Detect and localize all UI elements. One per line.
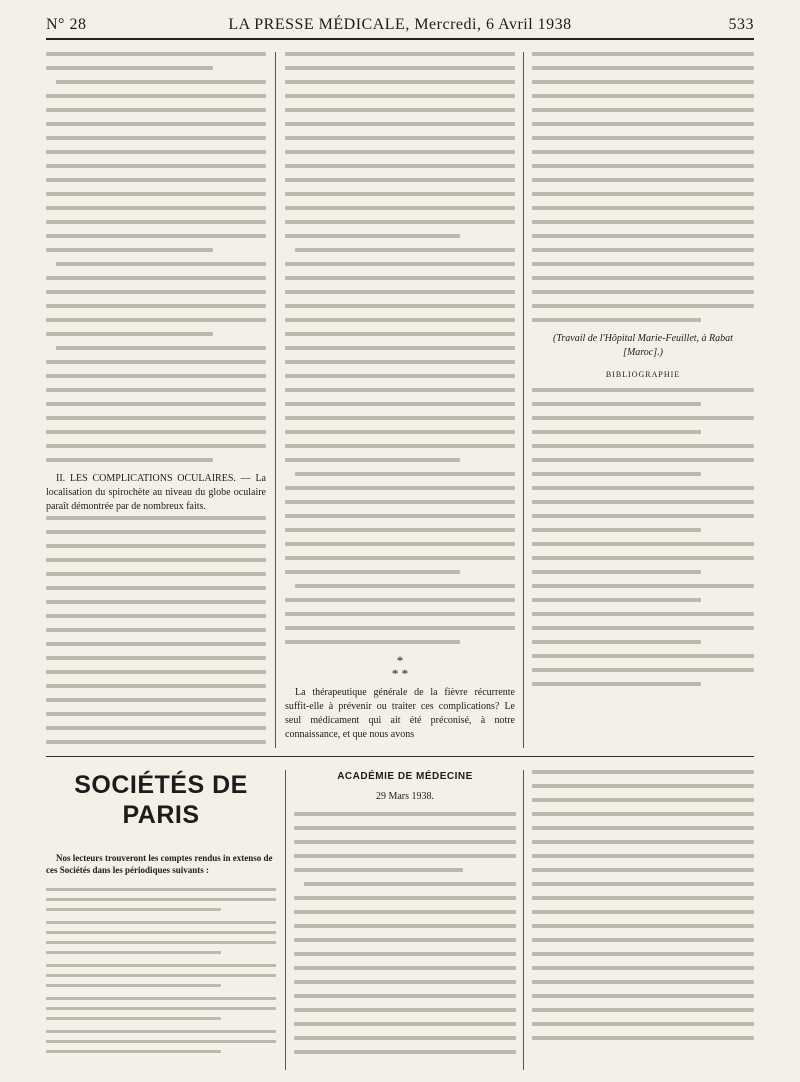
text-line <box>46 931 276 934</box>
text-line <box>532 220 754 224</box>
page-header <box>46 16 754 40</box>
text-line <box>532 136 754 140</box>
column-text <box>46 516 266 748</box>
column-text <box>294 812 516 1054</box>
text-line <box>532 770 754 774</box>
text-line <box>46 656 266 660</box>
text-line <box>46 388 266 392</box>
text-line <box>46 178 266 182</box>
text-line <box>532 626 754 630</box>
text-line <box>532 472 701 476</box>
text-line <box>532 94 754 98</box>
text-line <box>285 374 515 378</box>
text-line <box>294 896 516 900</box>
text-line <box>285 346 515 350</box>
text-line <box>46 416 266 420</box>
bibliography-heading: BIBLIOGRAPHIE <box>605 370 681 379</box>
text-line <box>46 964 276 967</box>
list-item <box>46 997 276 1020</box>
text-line <box>532 640 701 644</box>
newspaper-title: LA PRESSE MÉDICALE, Mercredi, 6 Avril 1938 <box>228 16 572 33</box>
text-line <box>532 52 754 56</box>
text-line <box>46 684 266 688</box>
list-item <box>46 964 276 987</box>
text-line <box>285 192 515 196</box>
text-line <box>295 248 515 252</box>
academie-continued <box>532 770 754 1070</box>
column-divider <box>285 770 286 1070</box>
text-line <box>285 206 515 210</box>
text-line <box>532 910 754 914</box>
text-line <box>532 994 754 998</box>
text-line <box>285 150 515 154</box>
text-line <box>532 178 754 182</box>
text-line <box>532 952 754 956</box>
section-separator: * * * <box>391 653 409 681</box>
text-line <box>46 402 266 406</box>
text-line <box>285 164 515 168</box>
text-line <box>285 542 515 546</box>
text-line <box>532 192 754 196</box>
text-line <box>295 472 515 476</box>
text-line <box>46 192 266 196</box>
text-line <box>532 80 754 84</box>
text-line <box>285 556 515 560</box>
text-line <box>532 980 754 984</box>
text-line <box>285 318 515 322</box>
column-text <box>46 52 266 462</box>
text-line <box>294 910 516 914</box>
text-line <box>294 826 516 830</box>
text-line <box>532 122 754 126</box>
text-line <box>532 514 754 518</box>
text-line <box>285 458 460 462</box>
text-line <box>532 500 754 504</box>
text-line <box>285 598 515 602</box>
text-line <box>46 234 266 238</box>
text-line <box>532 682 701 686</box>
text-line <box>285 444 515 448</box>
text-line <box>46 164 266 168</box>
text-line <box>285 94 515 98</box>
text-line <box>532 598 701 602</box>
text-line <box>285 430 515 434</box>
text-line <box>294 854 516 858</box>
text-line <box>532 896 754 900</box>
text-line <box>46 248 213 252</box>
text-line <box>285 178 515 182</box>
text-line <box>46 516 266 520</box>
text-line <box>532 868 754 872</box>
text-line <box>46 530 266 534</box>
column-divider <box>275 52 276 748</box>
session-date: 29 Mars 1938. <box>375 791 435 802</box>
text-line <box>46 304 266 308</box>
text-line <box>285 66 515 70</box>
text-line <box>46 206 266 210</box>
text-line <box>46 888 276 891</box>
text-line <box>285 416 515 420</box>
text-line <box>46 642 266 646</box>
text-line <box>532 938 754 942</box>
text-line <box>46 908 221 911</box>
column-text <box>532 770 754 1040</box>
text-line <box>532 276 754 280</box>
text-line <box>285 570 460 574</box>
text-line <box>532 150 754 154</box>
text-line <box>46 600 266 604</box>
text-line <box>532 1022 754 1026</box>
text-line <box>294 1036 516 1040</box>
text-line <box>46 921 276 924</box>
text-line <box>46 122 266 126</box>
text-line <box>294 966 516 970</box>
text-line <box>285 500 515 504</box>
text-line <box>46 941 276 944</box>
text-line <box>46 614 266 618</box>
text-line <box>285 108 515 112</box>
text-line <box>532 486 754 490</box>
text-line <box>294 812 516 816</box>
text-line <box>285 626 515 630</box>
text-line <box>532 164 754 168</box>
column-text <box>285 52 515 644</box>
text-line <box>285 122 515 126</box>
text-line <box>532 318 701 322</box>
text-line <box>294 924 516 928</box>
text-line <box>285 388 515 392</box>
text-line <box>285 290 515 294</box>
text-line <box>294 1050 516 1054</box>
bibliography-list <box>532 388 754 686</box>
text-line <box>46 984 221 987</box>
text-line <box>532 826 754 830</box>
paragraph-therapeutique: La thérapeutique générale de la fièvre récurrente suffit-elle à prévenir ou traiter ces complications? Le seul médicament qui ait été préconisé, à notre connaissance, et que nous avons <box>285 687 515 740</box>
text-line <box>532 234 754 238</box>
text-line <box>285 262 515 266</box>
text-line <box>46 698 266 702</box>
text-line <box>46 997 276 1000</box>
text-line <box>285 52 515 56</box>
text-line <box>532 924 754 928</box>
text-line <box>294 840 516 844</box>
credit-line: (Travail de l'Hôpital Marie-Feuillet, à Rabat [Maroc].) <box>553 333 733 358</box>
text-line <box>532 528 701 532</box>
text-line <box>532 458 754 462</box>
text-line <box>532 654 754 658</box>
text-line <box>532 966 754 970</box>
text-line <box>46 290 266 294</box>
text-line <box>46 974 276 977</box>
text-line <box>46 1007 276 1010</box>
text-line <box>532 570 701 574</box>
text-line <box>46 1040 276 1043</box>
text-line <box>46 586 266 590</box>
text-line <box>532 248 754 252</box>
column-text <box>532 52 754 322</box>
text-line <box>532 584 754 588</box>
text-line <box>285 486 515 490</box>
text-line <box>46 332 213 336</box>
section-heading-complications: II. LES COMPLICATIONS OCULAIRES. — La localisation du spirochète au niveau du globe oculaire paraît démontrée par de nombreux faits. <box>46 473 266 512</box>
section-divider <box>46 756 754 757</box>
text-line <box>532 108 754 112</box>
text-line <box>46 52 266 56</box>
text-line <box>285 528 515 532</box>
text-line <box>46 1030 276 1033</box>
text-line <box>532 854 754 858</box>
text-line <box>532 668 754 672</box>
text-line <box>294 994 516 998</box>
page-number: 533 <box>728 16 754 33</box>
text-line <box>532 612 754 616</box>
article-column-left <box>46 52 266 748</box>
text-line <box>285 402 515 406</box>
column-divider <box>523 52 524 748</box>
list-item <box>46 888 276 911</box>
text-line <box>532 812 754 816</box>
text-line <box>56 346 266 350</box>
list-item <box>46 921 276 954</box>
text-line <box>532 66 754 70</box>
text-line <box>294 1022 516 1026</box>
text-line <box>285 640 460 644</box>
text-line <box>46 458 213 462</box>
text-line <box>46 360 266 364</box>
societes-intro: Nos lecteurs trouveront les comptes rendus in extenso de ces Sociétés dans les périodiques suivants : <box>46 853 273 875</box>
text-line <box>285 276 515 280</box>
text-line <box>46 898 276 901</box>
text-line <box>294 938 516 942</box>
text-line <box>285 332 515 336</box>
text-line <box>46 544 266 548</box>
text-line <box>285 304 515 308</box>
issue-number: N° 28 <box>46 16 87 33</box>
text-line <box>56 80 266 84</box>
text-line <box>285 360 515 364</box>
text-line <box>532 206 754 210</box>
section-title: SOCIÉTÉS DE PARIS <box>74 771 248 829</box>
text-line <box>46 150 266 154</box>
text-line <box>46 276 266 280</box>
academie-de-medecine <box>294 770 516 1070</box>
text-line <box>46 670 266 674</box>
text-line <box>532 1036 754 1040</box>
text-line <box>46 726 266 730</box>
text-line <box>532 444 754 448</box>
text-line <box>532 542 754 546</box>
text-line <box>294 952 516 956</box>
text-line <box>304 882 516 886</box>
text-line <box>285 80 515 84</box>
text-line <box>532 402 701 406</box>
text-line <box>46 712 266 716</box>
societes-de-paris <box>46 770 276 1070</box>
text-line <box>285 220 515 224</box>
text-line <box>46 740 266 744</box>
text-line <box>46 108 266 112</box>
text-line <box>46 374 266 378</box>
text-line <box>532 882 754 886</box>
text-line <box>46 1050 221 1053</box>
text-line <box>46 220 266 224</box>
article-column-middle <box>285 52 515 748</box>
text-line <box>56 262 266 266</box>
text-line <box>532 784 754 788</box>
list-item <box>46 1030 276 1053</box>
text-line <box>532 1008 754 1012</box>
text-line <box>295 584 515 588</box>
text-line <box>532 556 754 560</box>
text-line <box>532 840 754 844</box>
text-line <box>532 798 754 802</box>
text-line <box>294 980 516 984</box>
text-line <box>532 416 754 420</box>
text-line <box>46 94 266 98</box>
text-line <box>285 514 515 518</box>
column-divider <box>523 770 524 1070</box>
text-line <box>46 1017 221 1020</box>
text-line <box>46 951 221 954</box>
text-line <box>46 318 266 322</box>
text-line <box>46 558 266 562</box>
text-line <box>532 430 701 434</box>
text-line <box>46 628 266 632</box>
text-line <box>532 304 754 308</box>
text-line <box>46 430 266 434</box>
text-line <box>46 136 266 140</box>
text-line <box>532 262 754 266</box>
article-column-right <box>532 52 754 748</box>
text-line <box>285 136 515 140</box>
text-line <box>294 1008 516 1012</box>
text-line <box>285 612 515 616</box>
section-heading: ACADÉMIE DE MÉDECINE <box>337 771 473 782</box>
text-line <box>285 234 460 238</box>
text-line <box>532 388 754 392</box>
text-line <box>46 66 213 70</box>
text-line <box>46 444 266 448</box>
text-line <box>46 572 266 576</box>
text-line <box>532 290 754 294</box>
text-line <box>294 868 463 872</box>
